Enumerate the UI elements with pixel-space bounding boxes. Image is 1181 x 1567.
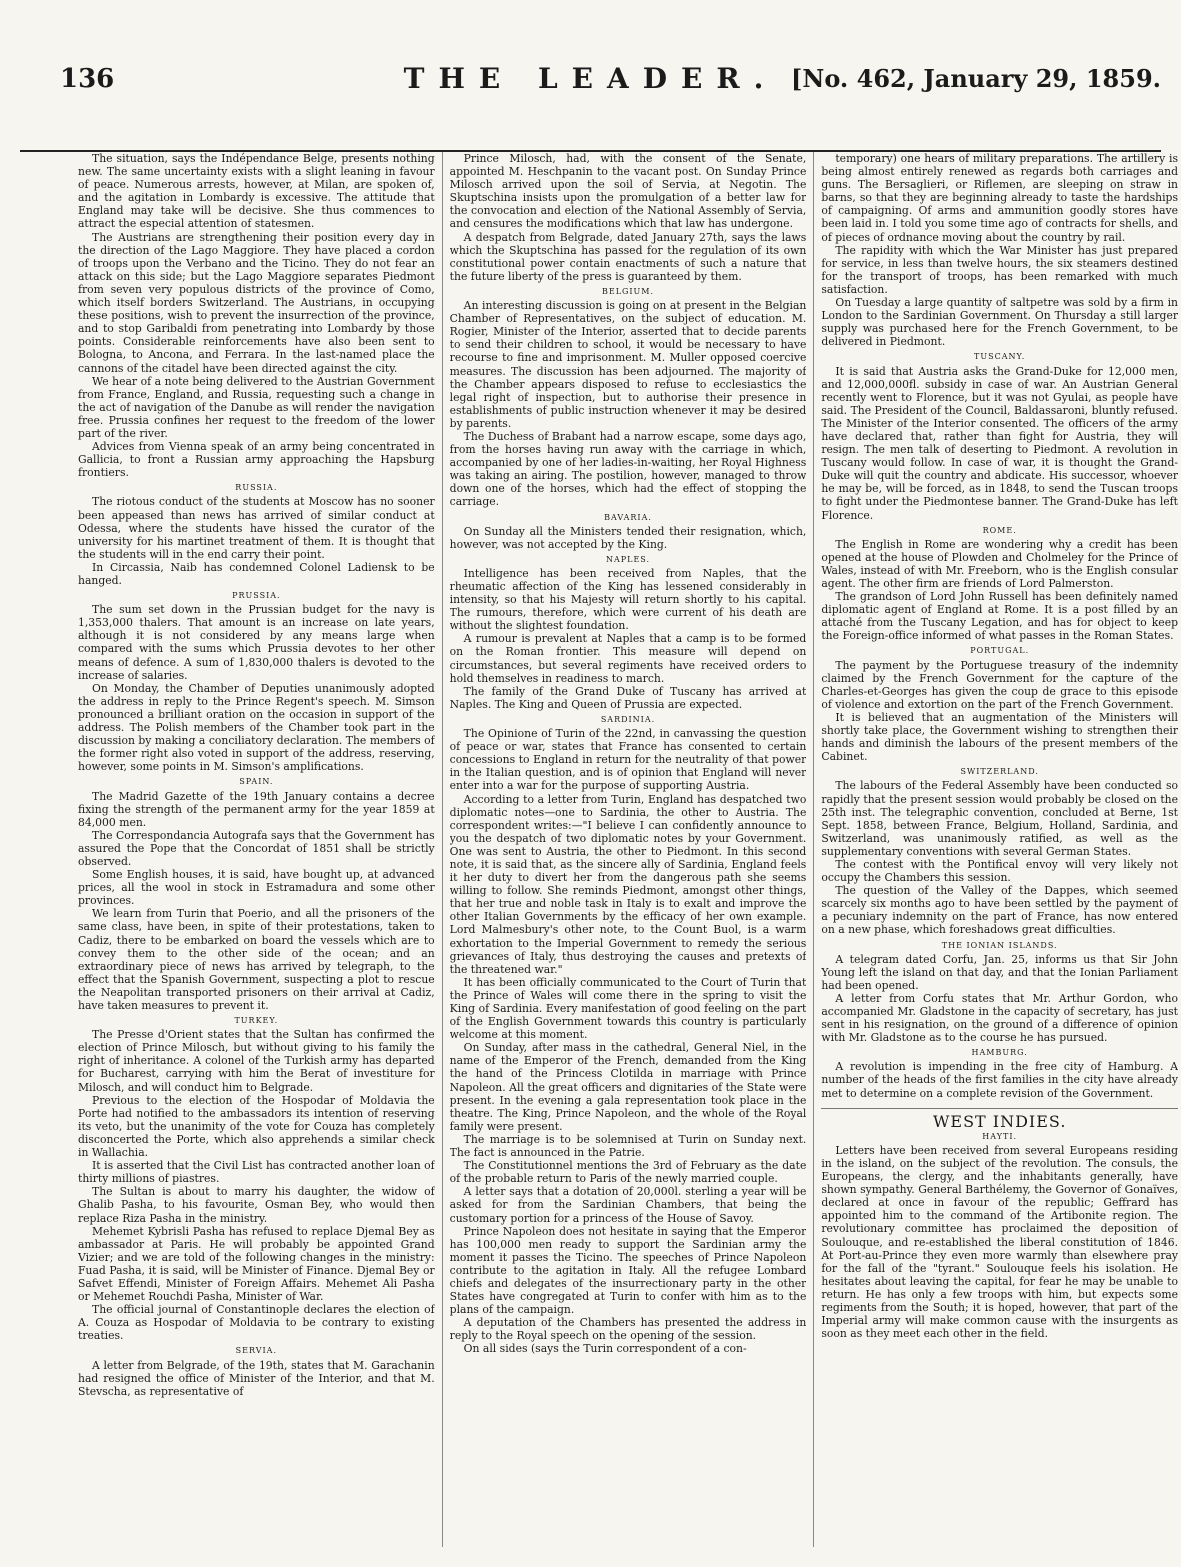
paragraph: A revolution is impending in the free city of Hamburg. A number of the heads of the first families in the city have already met to determine on a complete revision of the Government.	[821, 1060, 1179, 1100]
paragraph: The Austrians are strengthening their position every day in the direction of the Lago Maggiore. They have placed a cordon of troops upon the Verbano and the Ticino. They do not fear an attack on this side; but the Lago Maggiore separates Piedmont from seven very populous districts of the province of Como, which itself borders Switzerland. The Austrians, in occupying these positions, wish to prevent the insurrection of the province, and to stop Garibaldi from penetrating into Lombardy by those points. Considerable reinforcements have also been sent to Bologna, to Ancona, and Ferrara. In the last-named place the cannons of the citadel have been directed against the city.	[78, 230, 435, 375]
section-heading-prussia: PRUSSIA.	[232, 591, 281, 601]
section-heading-spain: SPAIN.	[239, 777, 274, 787]
column-2	[450, 152, 807, 1547]
paragraph: The payment by the Portuguese treasury of the indemnity claimed by the French Government for the capture of the Charles-et-Georges has given the coup de grace to this episode of violence and extortion on the part of the French Government.	[821, 658, 1179, 711]
section-heading-bavaria: BAVARIA.	[604, 512, 652, 522]
paragraph: The Opinione of Turin of the 22nd, in canvassing the question of peace or war, states that France has consented to certain concessions to England in return for the neutrality of that power in the Italian question, and is of opinion that England will never enter into a war for the purpose of supporting Austria.	[449, 727, 807, 793]
paragraph: The Madrid Gazette of the 19th January contains a decree fixing the strength of the permanent army for the year 1859 at 84,000 men.	[78, 789, 435, 829]
paragraph: It is believed that an augmentation of the Ministers will shortly take place, the Government wishing to strengthen their hands and diminish the labours of the present members of the Cabinet.	[821, 710, 1179, 764]
paragraph: It is asserted that the Civil List has contracted another loan of thirty millions of piastres.	[78, 1159, 435, 1186]
paragraph: The Correspondancia Autografa says that the Government has assured the Pope that the Concordat of 1851 shall be strictly observed.	[78, 828, 435, 868]
paragraph: Letters have been received from several Europeans residing in the island, on the subject of the revolution. The consuls, the Europeans, the clergy, and the inhabitants generally, have shown sympathy. General Barthélemy, the Governor of Gonaïves, declared at once in favour of the republic; Geffrard has appointed him to the command of the Artibonite region. The revolutionary committee has proclaimed the deposition of Soulouque, and re-established the liberal constitution of 1846. At Port-au-Prince they even more warmly than elsewhere pray for the fall of the "tyrant." Soulouque feels his isolation. He hesitates about leaving the capital, for fear he may be unable to return. He has only a few troops with him, but expects some regiments from the South; it is hoped, however, that part of the Imperial army will make common cause with the insurgents as soon as they meet each other in the field.	[821, 1143, 1179, 1341]
paragraph: It is said that Austria asks the Grand-Duke for 12,000 men, and 12,000,000fl. subsidy in case of war. An Austrian General recently went to Florence, but it was not Gyulai, as people have said. The President of the Council, Baldassaroni, bluntly refused. The Minister of the Interior consented. The officers of the army have declared that, rather than fight for Austria, they will resign. The men talk of deserting to Piedmont. A revolution in Tuscany would follow. In case of war, it is thought the Grand-Duke will quit the country and abdicate. His successor, whoever he may be, will be forced, as in 1848, to send the Tuscan troops to fight under the Piedmontese banner. The Grand-Duke has left Florence.	[821, 364, 1179, 522]
paragraph: A letter says that a dotation of 20,000l. sterling a year will be asked for from the Sardinian Chambers, that being the customary portion for a princess of the House of Savoy.	[449, 1185, 807, 1225]
section-heading-belgium: BELGIUM.	[601, 286, 655, 296]
paragraph: On Tuesday a large quantity of saltpetre was sold by a firm in London to the Sardinian Government. On Thursday a still larger supply was purchased here for the French Government, to be delivered in Piedmont.	[821, 296, 1179, 349]
section-heading-hayti: HAYTI.	[982, 1131, 1018, 1141]
paragraph: A letter from Corfu states that Mr. Arthur Gordon, who accompanied Mr. Gladstone in the capacity of secretary, has just sent in his resignation, on the ground of a difference of opinion with Mr. Gladstone as to the course he has pursued.	[821, 991, 1179, 1045]
paragraph: We learn from Turin that Poerio, and all the prisoners of the same class, have been, in spite of their protestations, taken to Cadiz, there to be embarked on board the vessels which are to convey them to the other side of the ocean; and an extraordinary piece of news has arrived by telegraph, to the effect that the Spanish Government, suspecting a plot to rescue the Neapolitan transported prisoners on their arrival at Cadiz, have taken measures to prevent it.	[78, 907, 435, 1012]
page-number: 136	[60, 64, 115, 94]
paragraph: The sum set down in the Prussian budget for the navy is 1,353,000 thalers. That amount is an increase on late years, although it is not considered by any means large when compared with the sums which Prussia devotes to her other means of defence. A sum of 1,830,000 thalers is devoted to the increase of salaries.	[78, 603, 435, 682]
section-heading-switzerland: SWITZERLAND.	[960, 767, 1039, 777]
paragraph: Prince Napoleon does not hesitate in saying that the Emperor has 100,000 men ready to support the Sardinian army the moment it passes the Ticino. The speeches of Prince Napoleon contribute to the agitation in Italy. All the refugee Lombard chiefs and delegates of the insurrectionary party in the other States have congregated at Turin to confer with him as to the plans of the campaign.	[449, 1224, 807, 1317]
paragraph: temporary) one hears of military preparations. The artillery is being almost entirely renewed as regards both carriages and guns. The Bersaglieri, or Riflemen, are sleeping on straw in barns, so that they are beginning already to taste the hardships of campaigning. Of arms and ammunition goodly stores have been laid in. I told you some time ago of contracts for shells, and of pieces of ordnance moving about the country by rail.	[821, 152, 1179, 244]
paragraph: In Circassia, Naib has condemned Colonel Ladiensk to be hanged.	[78, 560, 435, 587]
paragraph: Mehemet Kybrisli Pasha has refused to replace Djemal Bey as ambassador at Paris. He will probably be appointed Grand Vizier; and we are told of the following changes in the ministry: Fuad Pasha, it is said, will be Minister of Finance. Djemal Bey or Safvet Effendi, Minister of Foreign Affairs. Mehemet Ali Pasha or Mehemet Rouchdi Pasha, Minister of War.	[78, 1224, 435, 1304]
column-divider	[442, 152, 443, 1547]
section-heading-russia: RUSSIA.	[235, 483, 278, 493]
article-columns	[78, 152, 1178, 1547]
column-1	[78, 152, 435, 1547]
paragraph: Previous to the election of the Hospodar of Moldavia the Porte had notified to the ambassadors its intention of reserving its veto, but the unanimity of the vote for Couza has completely disconcerted the Porte, which also apprehends a similar check in Wallachia.	[78, 1093, 435, 1160]
paragraph: A rumour is prevalent at Naples that a camp is to be formed on the Roman frontier. This measure will depend on circumstances, but several regiments have received orders to hold themselves in readiness to march.	[449, 632, 807, 685]
section-heading-hamburg: HAMBURG.	[971, 1048, 1028, 1058]
column-3	[821, 152, 1178, 1547]
section-heading-rome: ROME.	[982, 525, 1017, 535]
issue-info: [No. 462, January 29, 1859.	[791, 64, 1161, 93]
paragraph: The question of the Valley of the Dappes, which seemed scarcely six months ago to have been settled by the payment of a pecuniary indemnity on the part of France, has now entered on a new phase, which foreshadows great difficulties.	[821, 884, 1179, 937]
paragraph: A letter from Belgrade, of the 19th, states that M. Garachanin had resigned the office of Minister of the Interior, and that M. Stevscha, as representative of	[78, 1358, 435, 1398]
paragraph: On Sunday, after mass in the cathedral, General Niel, in the name of the Emperor of the French, demanded from the King the hand of the Princess Clotilda in marriage with Prince Napoleon. All the great officers and dignitaries of the State were present. In the evening a gala representation took place in the theatre. The King, Prince Napoleon, and the whole of the Royal family were present.	[449, 1041, 807, 1133]
paragraph: The family of the Grand Duke of Tuscany has arrived at Naples. The King and Queen of Prussia are expected.	[449, 684, 807, 711]
masthead	[20, 60, 1161, 152]
paragraph: The rapidity with which the War Minister has just prepared for service, in less than twelve hours, the six steamers destined for the transport of troops, has been remarked with much satisfaction.	[821, 243, 1179, 296]
paragraph: On Monday, the Chamber of Deputies unanimously adopted the address in reply to the Prince Regent's speech. M. Simson pronounced a brilliant oration on the occasion in support of the address. The Polish members of the Chamber took part in the discussion by making a conciliatory declaration. The members of the former right also voted in support of the address, reserving, however, some points in M. Simson's amplifications.	[78, 681, 435, 774]
paragraph: Advices from Vienna speak of an army being concentrated in Gallicia, to front a Russian army approaching the Hapsburg frontiers.	[78, 440, 435, 480]
paragraph: The Duchess of Brabant had a narrow escape, some days ago, from the horses having run away with the carriage in which, accompanied by one of her ladies-in-waiting, her Royal Highness was taking an airing. The postilion, however, managed to throw down one of the horses, which had the effect of stopping the carriage.	[449, 429, 807, 509]
paragraph: The marriage is to be solemnised at Turin on Sunday next. The fact is announced in the Patrie.	[449, 1132, 807, 1160]
paragraph: Prince Milosch, had, with the consent of the Senate, appointed M. Heschpanin to the vacant post. On Sunday Prince Milosch arrived upon the soil of Servia, at Negotin. The Skuptschina insists upon the promulgation of a better law for the convocation and election of the National Assembly of Servia, and censures the modifications which that law has undergone.	[449, 152, 807, 231]
paragraph: The Presse d'Orient states that the Sultan has confirmed the election of Prince Milosch, but without giving to his family the right of inheritance. A colonel of the Turkish army has departed for Bucharest, carrying with him the Berat of investiture for Milosch, and will conduct him to Belgrade.	[78, 1028, 435, 1094]
paragraph: The contest with the Pontifical envoy will very likely not occupy the Chambers this session.	[821, 857, 1179, 885]
paragraph: The English in Rome are wondering why a credit has been opened at the house of Plowden and Cholmeley for the Prince of Wales, instead of with Mr. Freeborn, who is the English consular agent. The other firm are friends of Lord Palmerston.	[821, 537, 1179, 590]
paragraph: We hear of a note being delivered to the Austrian Government from France, England, and Russia, requesting such a change in the act of navigation of the Danube as will render the navigation free. Prussia confines her request to the freedom of the lower part of the river.	[78, 374, 435, 440]
paragraph: The situation, says the Indépendance Belge, presents nothing new. The same uncertainty exists with a slight leaning in favour of peace. Numerous arrests, however, at Milan, are spoken of, and the agitation in Lombardy is excessive. The attitude that England may take will be decisive. She thus commences to attract the especial attention of statesmen.	[78, 152, 435, 231]
paragraph: The official journal of Constantinople declares the election of A. Couza as Hospodar of Moldavia to be contrary to existing treaties.	[78, 1303, 435, 1343]
paragraph: The labours of the Federal Assembly have been conducted so rapidly that the present session would probably be closed on the 25th inst. The telegraphic convention, concluded at Berne, 1st Sept. 1858, between France, Belgium, Holland, Sardinia, and Switzerland, was unanimously ratified, as well as the supplementary conventions with several German States.	[821, 779, 1179, 858]
section-heading-naples: NAPLES.	[605, 554, 651, 564]
section-heading-ionian-islands: THE IONIAN ISLANDS.	[941, 940, 1058, 950]
paragraph: On Sunday all the Ministers tended their resignation, which, however, was not accepted by the King.	[449, 524, 807, 551]
paragraph: The Constitutionnel mentions the 3rd of February as the date of the probable return to Paris of the newly married couple.	[449, 1159, 807, 1186]
paragraph: A deputation of the Chambers has presented the address in reply to the Royal speech on the opening of the session.	[449, 1316, 807, 1343]
column-divider	[813, 152, 814, 1547]
paragraph: The grandson of Lord John Russell has been definitely named diplomatic agent of England at Rome. It is a post filled by an attaché from the Tuscany Legation, and has for object to keep the Foreign-office informed of what passes in the Roman States.	[821, 590, 1179, 643]
section-heading-sardinia: SARDINIA.	[600, 714, 656, 724]
paragraph: On all sides (says the Turin correspondent of a con-	[463, 1342, 747, 1356]
paragraph: Some English houses, it is said, have bought up, at advanced prices, all the wool in stock in Estramadura and some other provinces.	[78, 868, 435, 908]
section-heading-tuscany: TUSCANY.	[974, 352, 1026, 362]
paragraph: Intelligence has been received from Naples, that the rheumatic affection of the King has lessened considerably in intensity, so that his Majesty will return shortly to his capital. The rumours, therefore, which were current of his death are without the slightest foundation.	[449, 566, 807, 633]
paragraph: A telegram dated Corfu, Jan. 25, informs us that Sir John Young left the island on that day, and that the Ionian Parliament had been opened.	[821, 952, 1179, 992]
section-heading-turkey: TURKEY.	[234, 1016, 279, 1026]
section-heading-west-indies: WEST INDIES.	[821, 1108, 1178, 1128]
paragraph: It has been officially communicated to the Court of Turin that the Prince of Wales will come there in the spring to visit the King of Sardinia. Every manifestation of good feeling on the part of the English Government towards this country is particularly welcome at this moment.	[449, 975, 807, 1042]
paragraph: An interesting discussion is going on at present in the Belgian Chamber of Representatives, on the subject of education. M. Rogier, Minister of the Interior, asserted that to decide parents to send their children to school, it would be necessary to have recourse to fine and imprisonment. M. Muller opposed coercive measures. The discussion has been adjourned. The majority of the Chamber appears disposed to refuse to ecclesiastics the legal right of inspection, but to authorise their presence in establishments of public instruction whenever it may be desired by parents.	[449, 299, 807, 430]
paper-title: THE LEADER.	[403, 62, 778, 95]
paragraph: According to a letter from Turin, England has despatched two diplomatic notes—one to Sardinia, the other to Austria. The correspondent writes:—"I believe I can confidently announce to you the despatch of two diplomatic notes by your Government. One was sent to Austria, the other to Piedmont. In this second note, it is said that, as the sincere ally of Sardinia, England feels it her duty to divert her from the dangerous path she seems willing to follow. She reminds Piedmont, amongst other things, that her true and noble task in Italy is to exalt and improve the other Italian Governments by the efficacy of her own example. Lord Malmesbury's other note, to the Count Buol, is a warm exhortation to the Imperial Government to remedy the serious grievances of Italy, thus destroying the causes and pretexts of the threatened war."	[449, 792, 807, 976]
paragraph: The riotous conduct of the students at Moscow has no sooner been appeased than news has arrived of similar conduct at Odessa, where the students have hissed the curator of the university for his martinet treatment of them. It is thought that the students will in the end carry their point.	[78, 495, 435, 561]
paragraph: A despatch from Belgrade, dated January 27th, says the laws which the Skuptschina has passed for the regulation of its own constitutional power contain enactments of such a nature that the future liberty of the press is guaranteed by them.	[449, 230, 807, 283]
paragraph: The Sultan is about to marry his daughter, the widow of Ghalib Pasha, to his favourite, Osman Bey, who would then replace Riza Pasha in the ministry.	[78, 1185, 435, 1225]
section-heading-servia: SERVIA.	[235, 1346, 277, 1356]
section-heading-portugal: PORTUGAL.	[970, 646, 1030, 656]
